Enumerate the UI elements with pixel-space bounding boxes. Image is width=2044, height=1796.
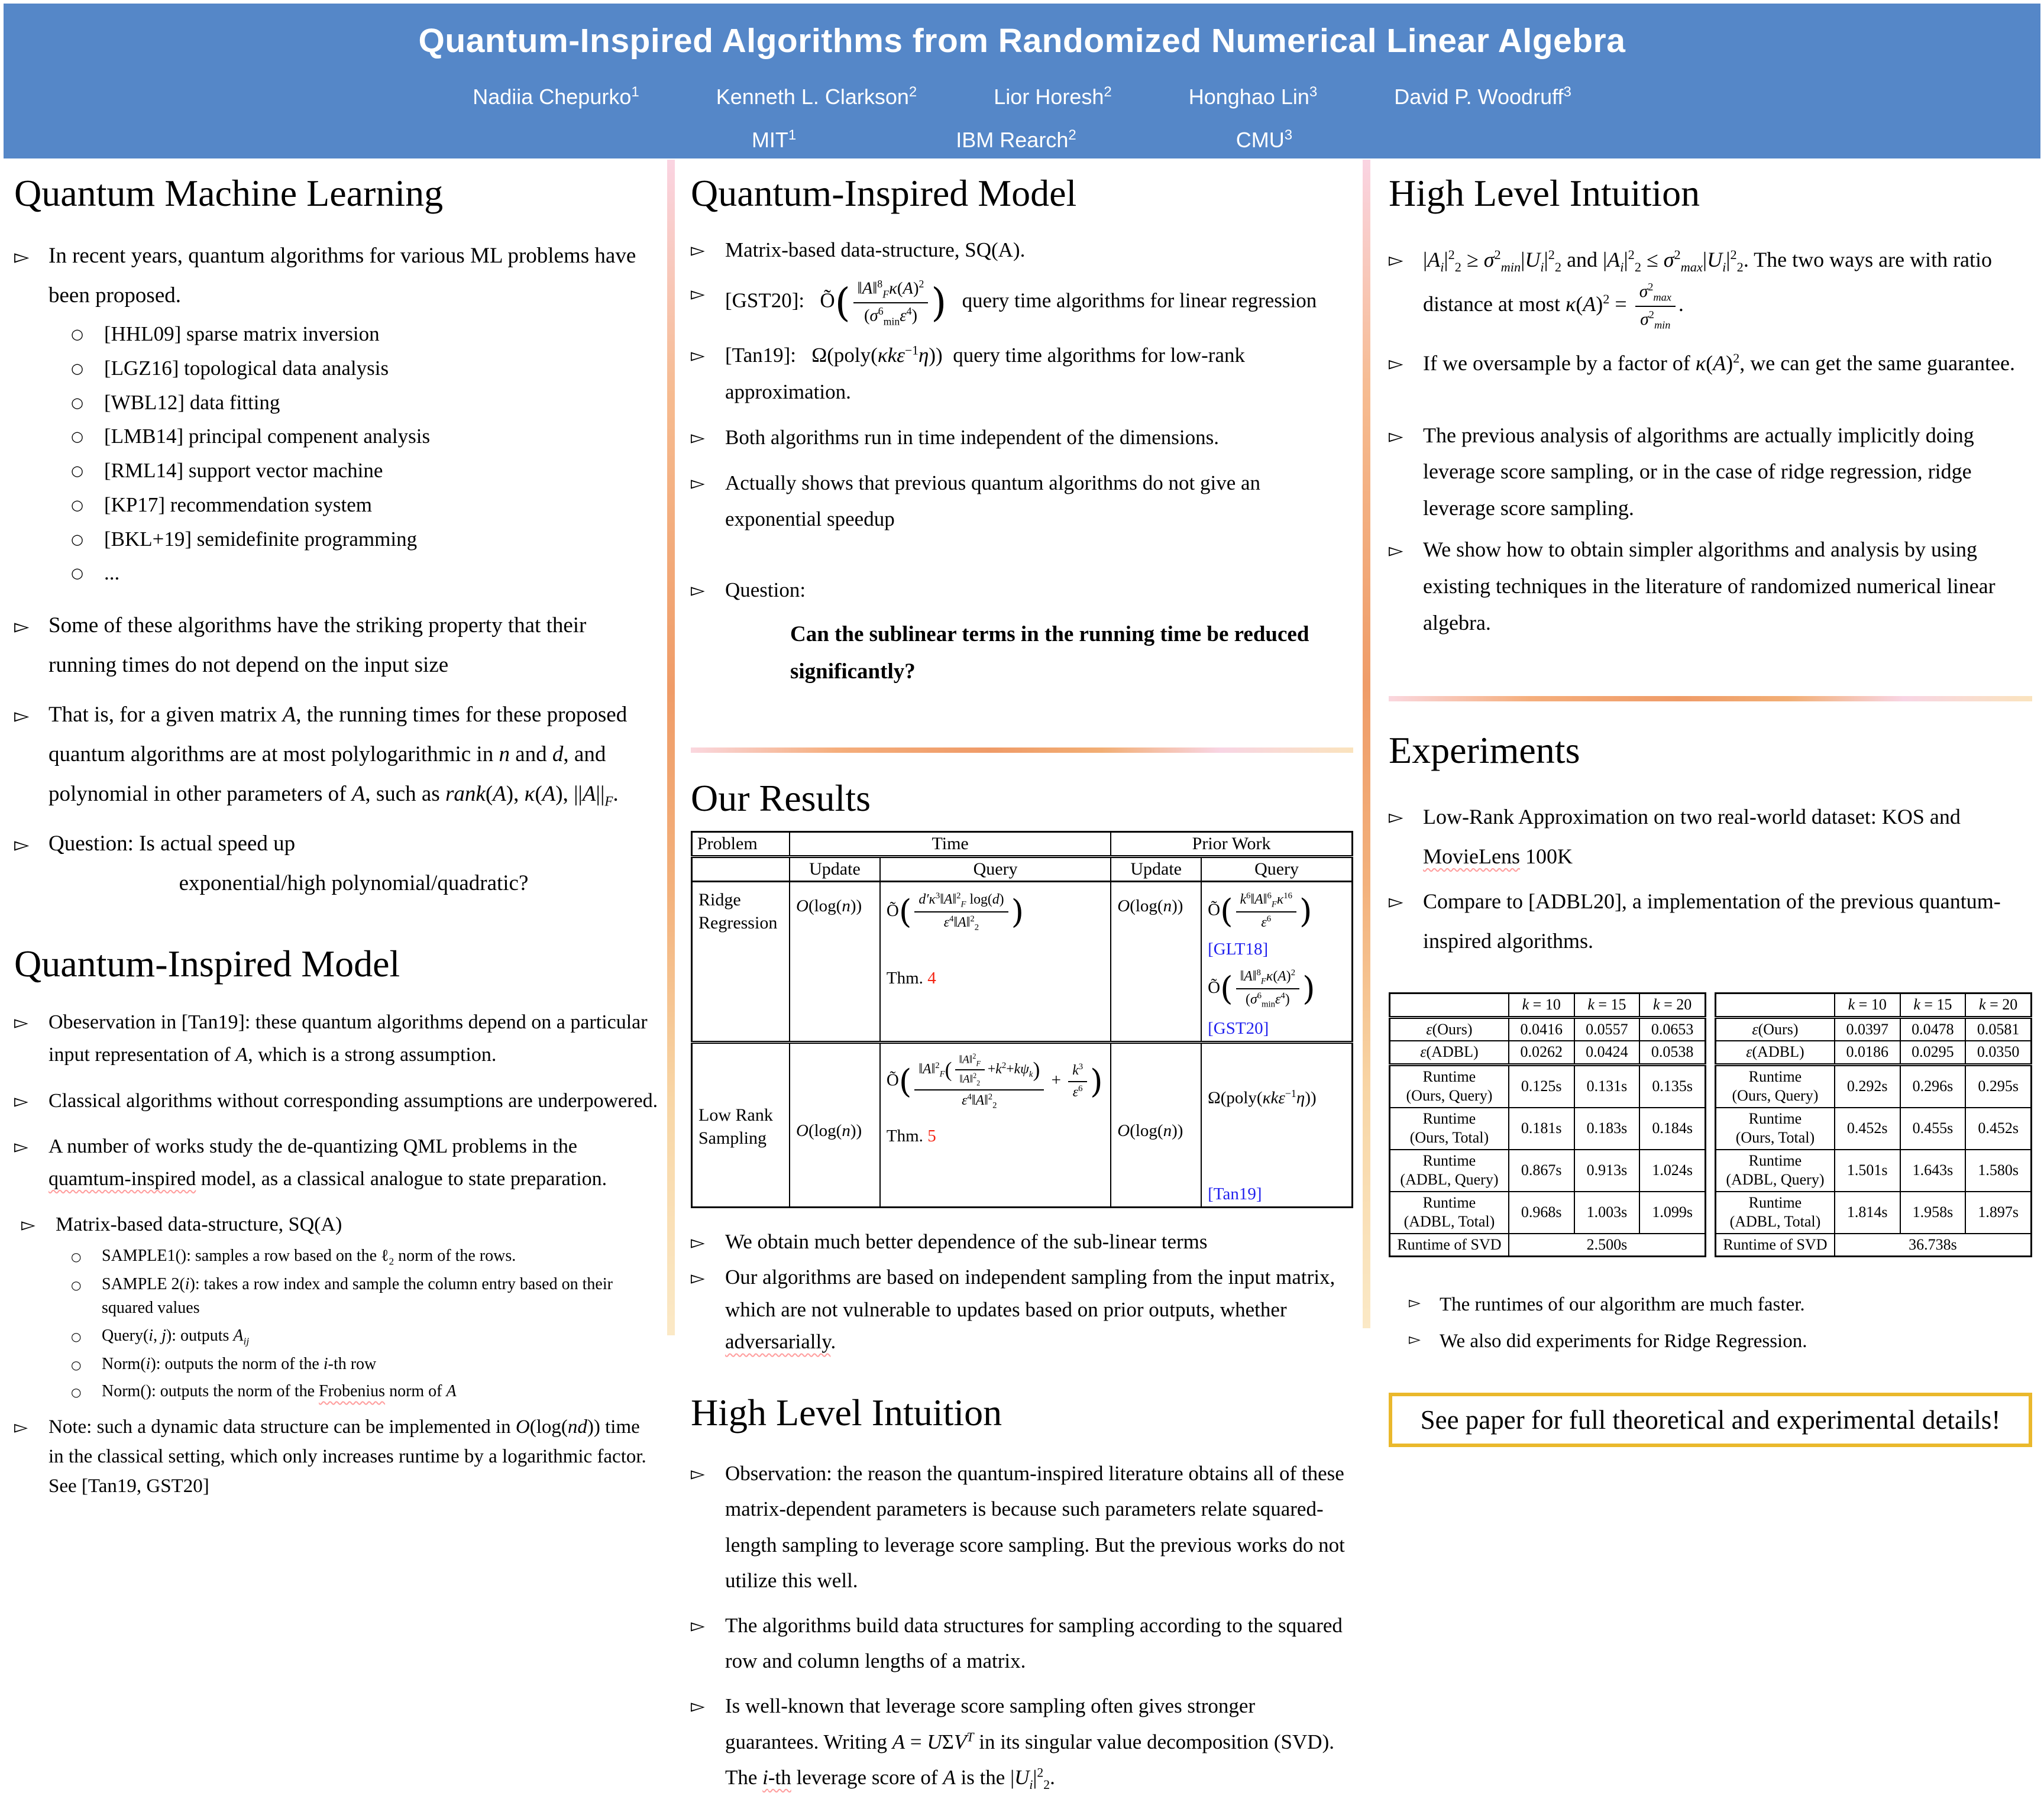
bullet-text: [LMB14] principal compenent analysis xyxy=(104,425,431,448)
cell: 0.0416 xyxy=(1509,1017,1574,1041)
bullet-text: We obtain much better dependence of the sub-linear terms xyxy=(725,1230,1208,1254)
bullet-item xyxy=(691,337,1353,410)
bullet-text: We show how to obtain simpler algorithms and analysis by using existing techniques in the literature of randomized numerical linear algebra. xyxy=(1423,538,1996,635)
cell: Runtime (ADBL, Query) xyxy=(1716,1150,1835,1192)
bullet-item xyxy=(14,1006,659,1071)
arrow-bullet-icon: ▻ xyxy=(1389,424,1403,447)
bullet-text: Matrix-based data-structure, SQ(A). xyxy=(725,238,1026,261)
bullet-item xyxy=(14,1085,659,1117)
circle-bullet-icon: ○ xyxy=(71,1249,82,1264)
bullet-item xyxy=(71,525,659,555)
cell: 0.181s xyxy=(1509,1108,1574,1150)
experiments-table-kos xyxy=(1389,992,1706,1257)
cell: Runtime of SVD xyxy=(1390,1234,1509,1257)
cell: Runtime of SVD xyxy=(1716,1234,1835,1257)
cell xyxy=(692,856,790,881)
arrow-bullet-icon: ▻ xyxy=(691,579,705,601)
bullet-text: A number of works study the de-quantizing QML problems in the quamtum-inspired model, as a classical analogue to state preparation. xyxy=(48,1135,607,1190)
bullet-item xyxy=(1409,1288,2032,1321)
cell: k = 20 xyxy=(1965,994,2031,1018)
arrow-bullet-icon: ▻ xyxy=(1389,539,1403,562)
arrow-bullet-icon: ▻ xyxy=(14,1416,28,1438)
cell: 1.580s xyxy=(1965,1150,2031,1192)
bullet-item xyxy=(71,456,659,486)
bullet-text: [Tan19]: Ω(poly(κkε$^{-1}$η)) query time algorithms for low-rank approximation. xyxy=(725,343,1245,403)
cell: Prior Work xyxy=(1111,831,1352,856)
bullet-item xyxy=(71,1352,659,1377)
arrow-bullet-icon: ▻ xyxy=(14,704,30,727)
cell: 0.455s xyxy=(1900,1108,1966,1150)
cell: 0.125s xyxy=(1509,1064,1574,1108)
arrow-bullet-icon: ▻ xyxy=(1409,1294,1421,1312)
arrow-bullet-icon: ▻ xyxy=(691,240,705,261)
section-heading-high-level-intuition: High Level Intuition xyxy=(691,1392,1002,1434)
cell: Query xyxy=(1201,856,1352,881)
cell: 0.296s xyxy=(1900,1064,1966,1108)
cell: k = 20 xyxy=(1639,994,1705,1018)
circle-bullet-icon: ○ xyxy=(71,1385,82,1400)
bullet-text: SAMPLE1(): samples a row based on the ℓ$_2$ norm of the rows. xyxy=(102,1246,516,1267)
affiliation: CMU$^3$ xyxy=(1236,127,1293,152)
bullet-item xyxy=(14,237,659,315)
cell: 36.738s xyxy=(1835,1234,2032,1257)
cell: 0.0186 xyxy=(1835,1041,1900,1064)
arrow-bullet-icon: ▻ xyxy=(14,833,30,856)
cell: Problem xyxy=(692,831,790,856)
theorem-ref: Thm. 4 xyxy=(886,968,936,988)
bullet-item xyxy=(1389,239,2032,332)
section-heading-experiments: Experiments xyxy=(1389,729,1580,771)
cell: 0.452s xyxy=(1965,1108,2031,1150)
cell: 0.0350 xyxy=(1965,1041,2031,1064)
bullet-text: [BKL+19] semidefinite programming xyxy=(104,527,418,551)
cell xyxy=(1201,881,1352,1042)
theorem-ref: Thm. 5 xyxy=(886,1126,936,1145)
section-heading-quantum-inspired-model-2: Quantum-Inspired Model xyxy=(691,172,1077,214)
arrow-bullet-icon: ▻ xyxy=(1389,890,1403,913)
bullet-item xyxy=(691,465,1353,538)
cell: 0.0653 xyxy=(1639,1017,1705,1041)
bullet-text: Classical algorithms without corresponding assumptions are underpowered. xyxy=(48,1089,658,1112)
bullet-text: [HHL09] sparse matrix inversion xyxy=(104,322,380,346)
bullet-item xyxy=(1389,342,2032,384)
citation: [Tan19] xyxy=(1208,1185,1262,1204)
cell xyxy=(880,881,1111,1042)
cell: Low Rank Sampling xyxy=(692,1042,790,1208)
cell: 0.0557 xyxy=(1574,1017,1640,1041)
bullet-text: Note: such a dynamic data structure can be implemented in O(log(nd)) time in the classical setting, which only increases runtime by a logarithmic factor. See [Tan19, GST20] xyxy=(48,1416,646,1497)
bullet-item xyxy=(691,277,1353,328)
bullet-item xyxy=(14,606,659,685)
cell: 0.292s xyxy=(1835,1064,1900,1108)
bullet-text: [WBL12] data fitting xyxy=(104,390,280,414)
cell: ε(Ours) xyxy=(1390,1017,1509,1041)
bullet-text xyxy=(725,572,1353,691)
bullet-item xyxy=(71,1273,659,1321)
bullet-text: Actually shows that previous quantum algorithms do not give an exponential speedup xyxy=(725,471,1261,531)
cell: 0.135s xyxy=(1639,1064,1705,1108)
bullet-item xyxy=(14,1412,659,1501)
cell: 1.501s xyxy=(1835,1150,1900,1192)
section-heading-quantum-machine-learning: Quantum Machine Learning xyxy=(14,172,444,214)
circle-bullet-icon: ○ xyxy=(71,428,83,445)
author: Honghao Lin$^3$ xyxy=(1188,84,1318,109)
bullet-item xyxy=(71,558,659,588)
author: Lior Horesh$^2$ xyxy=(994,84,1112,109)
circle-bullet-icon: ○ xyxy=(71,565,83,582)
affiliation: MIT$^1$ xyxy=(751,127,797,152)
arrow-bullet-icon: ▻ xyxy=(14,1135,28,1157)
cell: k = 10 xyxy=(1509,994,1574,1018)
cell: Runtime (ADBL, Total) xyxy=(1716,1192,1835,1234)
author: Kenneth L. Clarkson$^2$ xyxy=(716,84,917,109)
arrow-bullet-icon: ▻ xyxy=(691,1614,705,1636)
bullet-item xyxy=(71,354,659,384)
bullet-item xyxy=(71,1244,659,1269)
citation: [GST20] xyxy=(1208,1018,1269,1038)
formula: Õ( $\frac{d'\kappa^3‖A‖^2_F \log(d)}{\varepsilon^4‖A‖^2_2}$ ) xyxy=(886,891,1024,933)
cell: O(log(n)) xyxy=(1111,881,1201,1042)
cell: Ridge Regression xyxy=(692,881,790,1042)
bullet-text: The algorithms build data structures for sampling according to the squared row and column lengths of a matrix. xyxy=(725,1613,1343,1673)
cell: 0.0538 xyxy=(1639,1041,1705,1064)
arrow-bullet-icon: ▻ xyxy=(14,1012,28,1034)
bullet-item xyxy=(691,1261,1353,1358)
bullet-item xyxy=(71,1324,659,1349)
cell: 0.867s xyxy=(1509,1150,1574,1192)
circle-bullet-icon: ○ xyxy=(71,1329,82,1344)
bullet-item xyxy=(1389,882,2032,960)
bullet-text: [RML14] support vector machine xyxy=(104,459,383,483)
cell: Runtime (Ours, Query) xyxy=(1390,1064,1509,1108)
cell: 0.131s xyxy=(1574,1064,1640,1108)
cell xyxy=(1390,994,1509,1018)
bullet-text: The runtimes of our algorithm are much faster. xyxy=(1440,1294,1805,1316)
poster-title: Quantum-Inspired Algorithms from Randomized Numerical Linear Algebra xyxy=(418,22,1626,60)
arrow-bullet-icon: ▻ xyxy=(691,1463,705,1485)
bullet-text: Some of these algorithms have the striking property that their running times do not depend on the input size xyxy=(48,613,587,677)
arrow-bullet-icon: ▻ xyxy=(691,345,705,367)
arrow-bullet-icon: ▻ xyxy=(21,1213,35,1235)
cell: 1.024s xyxy=(1639,1150,1705,1192)
bullet-text: Both algorithms run in time independent of the dimensions. xyxy=(725,425,1220,449)
bullet-item xyxy=(71,388,659,418)
cell: 1.814s xyxy=(1835,1192,1900,1234)
affiliation: IBM Rearch$^2$ xyxy=(956,127,1076,152)
bullet-text: $|A_i|^2_2 \ge \sigma^2_{min}|U_i|^2_2$ and $|A_i|^2_2 \le \sigma^2_{max}|U_i|^2_2$. The two ways are with ratio distance at most $\kappa(A)^2$ = $\frac{\sigma^2_{max}}{\sigma^2_{min}}$ . xyxy=(1423,247,1993,331)
cell: O(log(n)) xyxy=(1111,1042,1201,1208)
circle-bullet-icon: ○ xyxy=(71,360,83,377)
cell: Runtime (Ours, Total) xyxy=(1716,1108,1835,1150)
bullet-text: Query(i, j): outputs $A_{ij}$ xyxy=(102,1326,250,1347)
bullet-text: Question: Is actual speed up exponential/high polynomial/quadratic? xyxy=(48,831,529,895)
cell: 0.0397 xyxy=(1835,1017,1900,1041)
question-bold-text: Can the sublinear terms in the running time be reduced significantly? xyxy=(790,622,1309,684)
circle-bullet-icon: ○ xyxy=(71,530,83,548)
bullet-text: Obeservation in [Tan19]: these quantum algorithms depend on a particular input representation of A, which is a strong assumption. xyxy=(48,1011,648,1066)
bullet-item xyxy=(691,419,1353,455)
cell: 0.295s xyxy=(1965,1064,2031,1108)
cell: Runtime (ADBL, Total) xyxy=(1390,1192,1509,1234)
arrow-bullet-icon: ▻ xyxy=(1389,805,1403,828)
bullet-text: Norm(): outputs the norm of the Frobenius norm of A xyxy=(102,1382,457,1401)
bullet-item xyxy=(14,1130,659,1195)
bullet-item xyxy=(691,572,1353,691)
bullet-item xyxy=(71,422,659,452)
arrow-bullet-icon: ▻ xyxy=(691,1695,705,1717)
bullet-text: If we oversample by a factor of $\kappa(A)^2$, we can get the same guarantee. xyxy=(1423,351,2016,376)
bullet-text: Is well-known that leverage score sampling often gives stronger guarantees. Writing $A = U\Sigma V^T$ in its singular value decomposition (SVD). The i-th leverage score of A is the $|U_i|^2_2$. xyxy=(725,1694,1334,1792)
bullet-text: Observation: the reason the quantum-inspired literature obtains all of these matrix-dependent parameters is because such parameters relate squared-length sampling to leverage score sampling. But the previous works do not utilize this well. xyxy=(725,1462,1345,1592)
arrow-bullet-icon: ▻ xyxy=(14,245,30,268)
arrow-bullet-icon: ▻ xyxy=(1389,248,1403,271)
cell: 1.643s xyxy=(1900,1150,1966,1192)
cell: Update xyxy=(1111,856,1201,881)
bullet-text: ... xyxy=(104,561,120,585)
circle-bullet-icon: ○ xyxy=(71,1357,82,1372)
formula: Õ( $\frac{k^6‖A‖^6_F\kappa^{16}}{\varepsilon^6}$ ) xyxy=(1208,891,1312,930)
cell: 0.0478 xyxy=(1900,1017,1966,1041)
bullet-item xyxy=(691,1226,1353,1258)
bullet-item xyxy=(1409,1325,2032,1358)
arrow-bullet-icon: ▻ xyxy=(691,426,705,448)
cell: k = 15 xyxy=(1900,994,1966,1018)
column-divider xyxy=(667,160,675,1335)
formula: Õ( ‖A‖$^2_F$( $\frac{‖A‖^2_F}{‖A‖^2_2}$ $+k^2+k\psi_k$) $\varepsilon^4‖A‖^2_2$ + $\frac{k^3}{\varepsilon^6}$ ) xyxy=(886,1051,1103,1111)
circle-bullet-icon: ○ xyxy=(71,496,83,513)
circle-bullet-icon: ○ xyxy=(71,394,83,411)
cell: Runtime (Ours, Total) xyxy=(1390,1108,1509,1150)
bullet-item xyxy=(691,232,1353,268)
arrow-bullet-icon: ▻ xyxy=(1389,352,1403,375)
bullet-text: Our algorithms are based on independent sampling from the input matrix, which are not vulnerable to updates based on prior outputs, whether adversarially. xyxy=(725,1266,1335,1353)
cell xyxy=(1716,994,1835,1018)
bullet-text: We also did experiments for Ridge Regression. xyxy=(1440,1331,1807,1352)
affiliation-list xyxy=(4,127,2040,153)
bullet-text: [KP17] recommendation system xyxy=(104,493,372,516)
formula: Ω(poly(κkε$^{-1}$η)) xyxy=(1208,1087,1317,1108)
cell: 0.0295 xyxy=(1900,1041,1966,1064)
bullet-text: Norm(i): outputs the norm of the i-th row xyxy=(102,1354,377,1373)
bullet-text: In recent years, quantum algorithms for various ML problems have been proposed. xyxy=(48,244,636,308)
bullet-item xyxy=(14,824,659,903)
author: David P. Woodruff$^3$ xyxy=(1394,84,1571,109)
bullet-item xyxy=(1389,797,2032,876)
bullet-item xyxy=(691,1456,1353,1598)
citation: [GLT18] xyxy=(1208,940,1269,959)
section-heading-high-level-intuition-2: High Level Intuition xyxy=(1389,172,1700,214)
bullet-item xyxy=(21,1208,659,1241)
arrow-bullet-icon: ▻ xyxy=(691,1267,705,1289)
cell xyxy=(880,1042,1111,1208)
header-banner xyxy=(4,4,2040,158)
cell: ε(ADBL) xyxy=(1716,1041,1835,1064)
cell: 0.913s xyxy=(1574,1150,1640,1192)
cell: 1.958s xyxy=(1900,1192,1966,1234)
cell: 1.099s xyxy=(1639,1192,1705,1234)
experiment-tables xyxy=(1389,992,2032,1257)
arrow-bullet-icon: ▻ xyxy=(691,283,705,305)
cell: 1.003s xyxy=(1574,1192,1640,1234)
bullet-item xyxy=(71,319,659,350)
cell xyxy=(1201,1042,1352,1208)
cell: ε(ADBL) xyxy=(1390,1041,1509,1064)
cell: k = 10 xyxy=(1835,994,1900,1018)
author: Nadiia Chepurko$^1$ xyxy=(473,84,639,109)
cell: 1.897s xyxy=(1965,1192,2031,1234)
bullet-item xyxy=(14,695,659,814)
bullet-text: The previous analysis of algorithms are actually implicitly doing leverage score sampling, or in the case of ridge regression, ridge leverage score sampling. xyxy=(1423,423,1974,520)
question-label: Question: xyxy=(725,578,806,601)
left-column xyxy=(14,163,659,1497)
column-divider xyxy=(1363,160,1370,1328)
cell: 0.968s xyxy=(1509,1192,1574,1234)
results-table xyxy=(691,831,1353,1209)
cell: Runtime (Ours, Query) xyxy=(1716,1064,1835,1108)
author-list xyxy=(4,84,2040,109)
cell: ε(Ours) xyxy=(1716,1017,1835,1041)
arrow-bullet-icon: ▻ xyxy=(691,473,705,494)
arrow-bullet-icon: ▻ xyxy=(1409,1331,1421,1349)
cell: Runtime (ADBL, Query) xyxy=(1390,1150,1509,1192)
bullet-text: Low-Rank Approximation on two real-world dataset: KOS and MovieLens 100K xyxy=(1423,804,1961,868)
section-heading-quantum-inspired-model: Quantum-Inspired Model xyxy=(14,943,400,985)
cell: 2.500s xyxy=(1509,1234,1706,1257)
bullet-text: [GST20]: Õ( $\frac{‖A‖^8_F\kappa(A)^2}{(\sigma^6_{min}\varepsilon^4)}$ ) query time algorithms for linear regression xyxy=(725,278,1317,328)
section-divider xyxy=(691,747,1353,753)
bullet-item xyxy=(691,1608,1353,1679)
bullet-text: Compare to [ADBL20], a implementation of the previous quantum-inspired algorithms. xyxy=(1423,889,2001,953)
experiments-table-movielens xyxy=(1715,992,2032,1257)
circle-bullet-icon: ○ xyxy=(71,462,83,480)
bullet-text: Matrix-based data-structure, SQ(A) xyxy=(56,1213,342,1235)
cell: O(log(n)) xyxy=(790,881,880,1042)
cell: O(log(n)) xyxy=(790,1042,880,1208)
bullet-item xyxy=(71,490,659,520)
cell: 0.183s xyxy=(1574,1108,1640,1150)
cell: 0.0262 xyxy=(1509,1041,1574,1064)
bullet-text: SAMPLE 2(i): takes a row index and sample the column entry based on their squared values xyxy=(102,1274,613,1318)
right-column xyxy=(1389,163,2032,1435)
bullet-text: [LGZ16] topological data analysis xyxy=(104,356,389,380)
see-paper-callout: See paper for full theoretical and experimental details! xyxy=(1389,1393,2032,1447)
bullet-item xyxy=(1389,418,2032,528)
cell: Query xyxy=(880,856,1111,881)
cell: Time xyxy=(790,831,1111,856)
bullet-text: That is, for a given matrix A, the running times for these proposed quantum algorithms are at most polylogarithmic in n and d, and polynomial in other parameters of A, such as rank(A), κ(A), $||A||_F$. xyxy=(48,703,628,808)
section-divider xyxy=(1389,696,2032,701)
formula: Õ( $\frac{‖A‖^8_F\kappa(A)^2}{(\sigma^6_{min}\varepsilon^4)}$ ) xyxy=(1208,968,1315,1010)
circle-bullet-icon: ○ xyxy=(71,326,83,343)
bullet-item xyxy=(1389,532,2032,642)
bullet-item xyxy=(71,1380,659,1404)
circle-bullet-icon: ○ xyxy=(71,1277,82,1292)
cell: 0.0581 xyxy=(1965,1017,2031,1041)
middle-column xyxy=(691,163,1353,1792)
cell: Update xyxy=(790,856,880,881)
arrow-bullet-icon: ▻ xyxy=(14,1090,28,1112)
cell: 0.452s xyxy=(1835,1108,1900,1150)
section-heading-our-results: Our Results xyxy=(691,776,871,819)
cell: 0.184s xyxy=(1639,1108,1705,1150)
bullet-item xyxy=(691,1688,1353,1796)
arrow-bullet-icon: ▻ xyxy=(14,614,30,638)
arrow-bullet-icon: ▻ xyxy=(691,1232,705,1254)
cell: k = 15 xyxy=(1574,994,1640,1018)
cell: 0.0424 xyxy=(1574,1041,1640,1064)
